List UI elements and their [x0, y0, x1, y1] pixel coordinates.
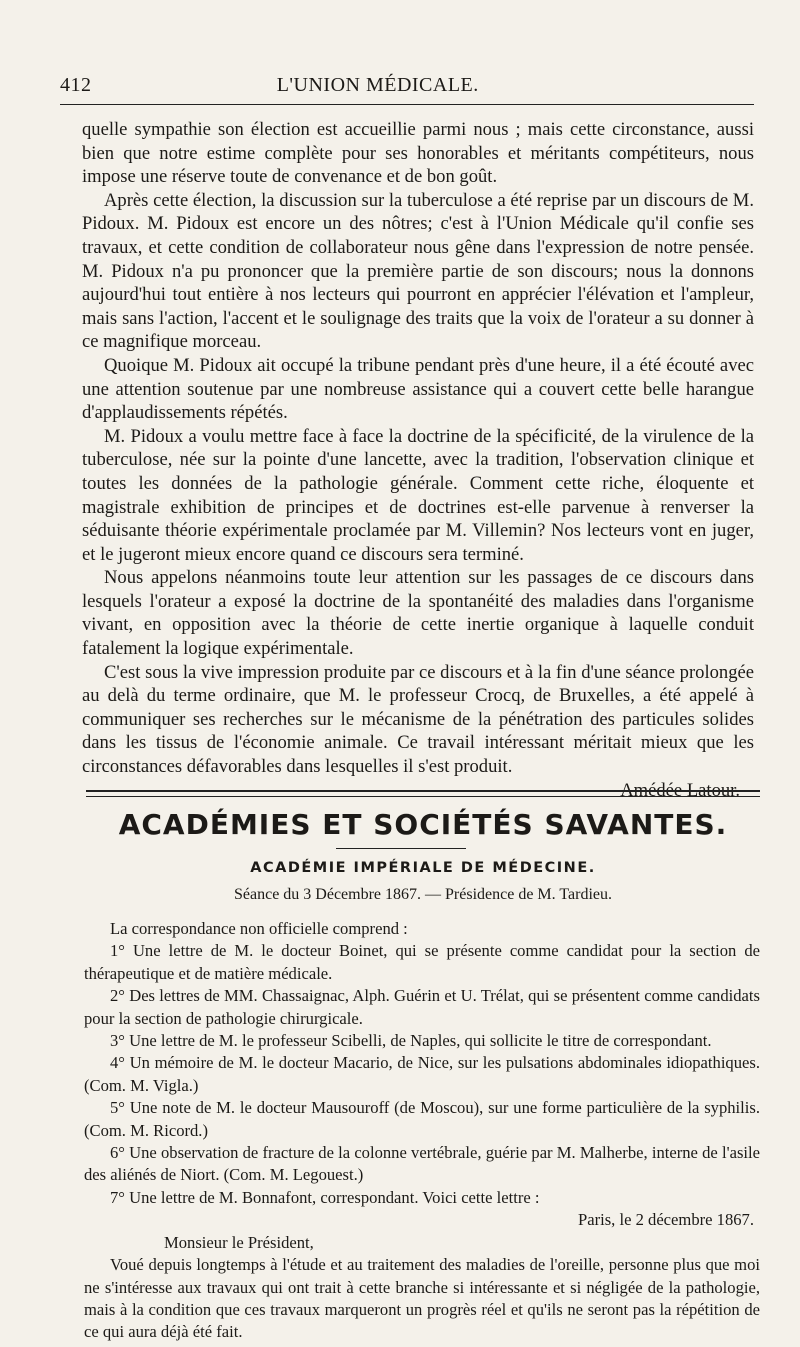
- author-signature: Amédée Latour.: [620, 779, 740, 801]
- running-header: [60, 74, 754, 97]
- header-rule: [60, 104, 754, 105]
- session-line: Séance du 3 Décembre 1867. — Présidence de M. Tardieu.: [233, 886, 612, 903]
- list-item: 1° Une lettre de M. le docteur Boinet, qui se présente comme candidat pour la section de thérapeutique et de matière médicale.: [84, 941, 760, 983]
- list-item: 3° Une lettre de M. le professeur Scibelli, de Naples, qui sollicite le titre de correspondant.: [110, 1031, 712, 1051]
- list-item: 6° Une observation de fracture de la colonne vertébrale, guérie par M. Malherbe, interne de l'asile des aliénés de Niort. (Com. M. Legouest.): [84, 1143, 760, 1185]
- proceedings-text: [84, 918, 760, 1344]
- editorial-text: [82, 118, 754, 802]
- page-number: 412: [60, 74, 92, 96]
- letter-text: Voué depuis longtemps à l'étude et au traitement des maladies de l'oreille, personne plus que moi ne s'intéresse aux travaux qui ont trait à cette branche si intéressante et si négligée de la pathologie, mais à la condition que ces travaux marqueront un progrès réel et qu'ils ne seront pas la répétition de ce qui aura déjà été fait.: [84, 1255, 760, 1342]
- list-item: 5° Une note de M. le docteur Mausouroff (de Moscou), sur une forme particulière de la syphilis. (Com. M. Ricord.): [84, 1098, 760, 1140]
- list-item: 2° Des lettres de MM. Chassaignac, Alph. Guérin et U. Trélat, qui se présentent comme candidats pour la section de pathologie chirurgicale.: [84, 986, 760, 1028]
- title-underline: [336, 848, 466, 849]
- section-divider: [86, 790, 760, 797]
- letter-dateline: Paris, le 2 décembre 1867.: [577, 1210, 754, 1230]
- letter-salutation: Monsieur le Président,: [164, 1232, 314, 1252]
- paragraph: C'est sous la vive impression produite par ce discours et à la fin d'une séance prolongée au delà du terme ordinaire, que M. le professeur Crocq, de Bruxelles, a été appelé à communiquer ses recherches sur le mécanisme de la pénétration des particules solides dans les tissus de l'économie animale. Ce travail intéressant méritait mieux que les circonstances défavorables dans lesquelles il s'est produit.: [82, 661, 754, 778]
- paragraph: quelle sympathie son élection est accueillie parmi nous ; mais cette circonstance, aussi bien que notre estime complète pour ses honorables et méritants compétiteurs, nous impose une réserve toute de convenance et de bon goût.: [82, 119, 754, 188]
- section-title: ACADÉMIES ET SOCIÉTÉS SAVANTES.: [118, 808, 728, 841]
- paragraph: Nous appelons néanmoins toute leur attention sur les passages de ce discours dans lesquels l'orateur a exposé la doctrine de la spontanéité des maladies dans l'organisme vivant, en opposition avec la théorie de cette inertie organique à laquelle conduit fatalement la logique expérimentale.: [82, 567, 754, 660]
- paragraph: La correspondance non officielle comprend :: [110, 919, 408, 938]
- paragraph: Après cette élection, la discussion sur la tuberculose a été reprise par un discours de M. Pidoux. M. Pidoux est encore un des nôtres; c'est à l'Union Médicale qu'il confie ses travaux, et cette condition de collaborateur nous gêne dans l'expression de notre pensée. M. Pidoux n'a pu prononcer que la première partie de son discours; nous la donnons aujourd'hui tout entière à nos lecteurs qui pourront en apprécier l'élévation et l'ampleur, mais sans l'action, l'accent et le soulignage des traits que la voix de l'orateur a su donner à ce magnifique morceau.: [82, 189, 754, 353]
- paragraph: Quoique M. Pidoux ait occupé la tribune pendant près d'une heure, il a été écouté avec une attention soutenue par une nombreuse assistance qui a couvert cette belle harangue d'applaudissements répétés.: [82, 354, 754, 424]
- list-item: 7° Une lettre de M. Bonnafont, correspondant. Voici cette lettre :: [110, 1187, 540, 1207]
- paragraph: M. Pidoux a voulu mettre face à face la doctrine de la spécificité, de la virulence de la tuberculose, née sur la pointe d'une lancette, avec la tradition, l'observation clinique et toutes les données de la pathologie générale. Comment cette riche, éloquente et magistrale exhibition de principes et de doctrines est-elle parvenue à renverser la séduisante théorie expérimentale proclamée par M. Villemin? Nos lecteurs vont en juger, et le jugeront mieux encore quand ce discours sera terminé.: [82, 425, 754, 565]
- list-item: 4° Un mémoire de M. le docteur Macario, de Nice, sur les pulsations abdominales idiopathiques. (Com. M. Vigla.): [84, 1053, 760, 1095]
- running-title: L'UNION MÉDICALE.: [276, 74, 479, 96]
- academy-heading: ACADÉMIE IMPÉRIALE DE MÉDECINE.: [250, 860, 596, 876]
